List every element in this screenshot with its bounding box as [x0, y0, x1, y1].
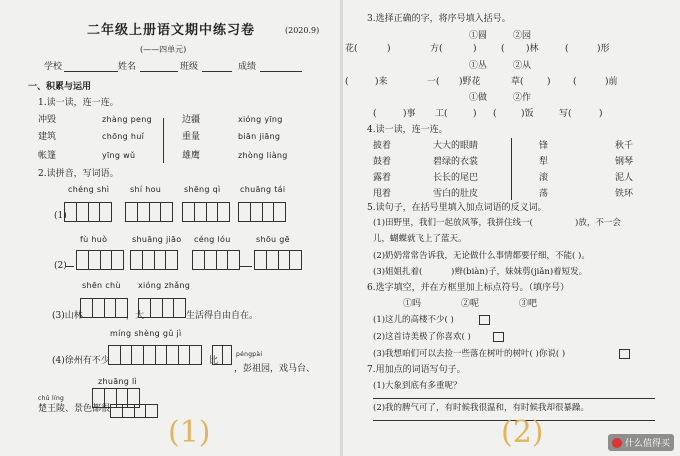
sentence-text[interactable]: (2)奶奶常常告诉我，无论做什么事情都要仔细，不能( )。 [373, 251, 590, 261]
item-number: (1) [54, 211, 67, 221]
match-word: 边疆 [182, 115, 201, 125]
sentence-text: 生活得自由自在。 [186, 311, 259, 321]
match-word: 铁环 [615, 189, 634, 199]
sentence-text: (2)我的脾气可了，有时候我很温和，有时候我却很暴躁。 [373, 403, 590, 413]
item: 草( [511, 77, 524, 87]
item: ( [501, 44, 505, 54]
match-pinyin: biān jiāng [238, 132, 281, 141]
match-pinyin: zhòng liàng [238, 151, 288, 160]
page-number: (1) [168, 415, 211, 450]
match-word: 建筑 [38, 132, 57, 142]
item: ( [345, 77, 349, 87]
item[interactable]: ) [473, 109, 477, 119]
sentence-text: (3)山林 [52, 311, 83, 321]
writing-box[interactable] [182, 202, 230, 222]
pinyin-prompt: shuāng jiāo [132, 235, 182, 244]
writing-box[interactable] [80, 298, 128, 318]
match-word: 犁 [539, 157, 549, 167]
match-word: 披着 [373, 141, 392, 151]
sentence-text[interactable]: (2)这首诗美极了你喜欢( ) [373, 332, 471, 342]
option: ①吗 [403, 299, 422, 309]
writing-box[interactable] [125, 202, 173, 222]
match-pinyin: chōng huǐ [102, 132, 145, 141]
divider [163, 118, 164, 163]
item[interactable]: )饭 [521, 109, 534, 119]
match-word: 碧绿的衣裳 [433, 157, 479, 167]
match-word: 甩着 [373, 189, 392, 199]
item: 一( [427, 77, 440, 87]
option: ②从 [513, 61, 532, 71]
pinyin-prompt: shí hou [130, 185, 162, 194]
dash [66, 266, 74, 267]
item[interactable]: ) [387, 44, 391, 54]
item: ( [493, 109, 497, 119]
match-word: 大大的眼睛 [433, 141, 479, 151]
match-word: 重量 [182, 132, 201, 142]
sentence-text: (1)田野里，我们一起放风筝，我拼住线一( [373, 218, 533, 228]
question-3: 3.选择正确的字，将序号填入括号。 [367, 14, 511, 24]
score-label: 成绩 [238, 62, 257, 72]
sentence-text: (3)姐姐扎着( [373, 267, 423, 277]
watermark-text: 什么值得买 [624, 439, 670, 449]
option: ②作 [513, 93, 532, 103]
item: 工( [435, 109, 448, 119]
dash [240, 266, 252, 267]
sentence-text: 儿，蝴蝶就飞上了蓝天。 [373, 234, 467, 244]
match-word: 露着 [373, 173, 392, 183]
question-2: 2.读拼音，写词语。 [38, 169, 119, 179]
name-blank [140, 71, 178, 72]
sentence-text: ，大 [126, 311, 145, 321]
pinyin-prompt: péngpài [236, 351, 263, 358]
match-pinyin: xióng yīng [238, 115, 283, 124]
pinyin-prompt: shōu gē [256, 235, 290, 244]
option: ①做 [469, 93, 488, 103]
writing-box[interactable] [192, 250, 240, 270]
match-word: 锋 [539, 141, 549, 151]
match-pinyin: zhàng peng [102, 115, 153, 124]
pinyin-prompt: fù huò [80, 235, 108, 244]
section-heading: 一、积累与运用 [28, 82, 92, 92]
pinyin-prompt: chǔ líng [38, 395, 65, 402]
exam-date: (2020.9) [285, 26, 320, 35]
writing-box[interactable] [138, 298, 186, 318]
class-label: 班级 [180, 62, 199, 72]
option: ①丛 [469, 61, 488, 71]
match-word: 泥人 [615, 173, 634, 183]
watermark [608, 434, 674, 451]
divider [511, 138, 512, 200]
match-word: 帐篷 [38, 151, 57, 161]
item[interactable]: )形 [597, 44, 610, 54]
pinyin-prompt: shēn chù [82, 281, 121, 290]
item: 写( [559, 109, 572, 119]
item: 方( [430, 44, 443, 54]
item-number: (2) [54, 261, 67, 271]
match-word: 长长的尾巴 [433, 173, 479, 183]
question-1: 1.读一读，连一连。 [38, 98, 119, 108]
item[interactable]: )前 [605, 77, 618, 87]
sentence-text: ，比 [200, 356, 219, 366]
page-number: (2) [501, 415, 544, 450]
item: ( [565, 44, 569, 54]
pinyin-prompt: céng lóu [194, 235, 231, 244]
writing-box[interactable] [108, 345, 202, 365]
question-5: 5.读句子，在括号里填入加点词语的反义词。 [367, 203, 547, 213]
sentence-text[interactable]: (1)这儿的高楼不少( ) [373, 315, 454, 325]
item: 花( [345, 44, 358, 54]
logo-icon [612, 438, 622, 448]
sentence-text: ，彭祖园，戏马台、 [234, 364, 316, 374]
school-label: 学校 [44, 62, 63, 72]
item[interactable]: ) [547, 77, 551, 87]
pinyin-prompt: xióng zhǎng [138, 281, 191, 290]
sentence-text: (1)大象到底有多重呢？ [373, 381, 462, 391]
question-7: 7.用加点的词语写句子。 [367, 365, 466, 375]
writing-box[interactable] [238, 202, 286, 222]
writing-box[interactable] [130, 250, 178, 270]
option: ②园 [513, 31, 532, 41]
sentence-text: (4)徐州有不少 [52, 356, 110, 366]
item: ( [573, 77, 577, 87]
sentence-text: 楚王陵、景色都很 [38, 404, 111, 414]
pinyin-prompt: zhuāng lì [98, 377, 138, 386]
question-4: 4.读一读，连一连。 [367, 125, 448, 135]
question-6: 6.选字填空，并在方框里加上标点符号。（填序号） [367, 283, 570, 293]
match-word: 雄鹰 [182, 151, 201, 161]
match-word: 鼓着 [373, 157, 392, 167]
pinyin-prompt: chéng shì [68, 185, 110, 194]
writing-box[interactable] [64, 202, 112, 222]
item[interactable]: ) [473, 44, 477, 54]
item[interactable]: )事 [403, 109, 416, 119]
item[interactable]: )来 [375, 77, 388, 87]
punctuation-box[interactable] [479, 315, 490, 325]
school-blank [64, 71, 118, 72]
match-word: 钢琴 [615, 157, 634, 167]
writing-box[interactable] [110, 404, 158, 418]
option: ①圆 [469, 31, 488, 41]
punctuation-box[interactable] [493, 332, 504, 342]
option: ③吧 [519, 299, 538, 309]
sentence-text[interactable]: )辫(biàn)子，妹妹剪(jiǎn)着短发。 [451, 267, 588, 277]
name-label: 姓名 [118, 62, 137, 72]
match-word: 荡 [539, 189, 549, 199]
pinyin-prompt: chuāng tái [240, 185, 286, 194]
class-blank [202, 71, 232, 72]
pinyin-prompt: shēng qì [184, 185, 221, 194]
item: ( [373, 109, 377, 119]
match-word: 秋千 [615, 141, 634, 151]
match-pinyin: yīng wǔ [102, 151, 136, 160]
answer-line[interactable] [373, 398, 655, 399]
match-word: 冲毁 [38, 115, 57, 125]
exam-page-2 [343, 0, 680, 456]
item[interactable]: ) [599, 109, 603, 119]
sentence-text[interactable]: (3)我想咱们可以去捡一些落在树叶的树叶( )你说( ) [373, 349, 566, 359]
punctuation-box[interactable] [619, 349, 630, 359]
option: ②呢 [461, 299, 480, 309]
writing-box[interactable] [212, 345, 232, 365]
writing-box[interactable] [254, 250, 302, 270]
unit-range: (——四单元) [140, 45, 187, 54]
page-title: 二年级上册语文期中练习卷 [87, 23, 256, 38]
item[interactable]: )野花 [459, 77, 481, 87]
pinyin-prompt: míng shèng gǔ jì [110, 329, 182, 338]
score-blank [260, 71, 302, 72]
writing-box[interactable] [76, 250, 124, 270]
sentence-text[interactable]: )放，不一会 [575, 218, 621, 228]
match-word: 雪白的肚皮 [433, 189, 479, 199]
match-word: 滚 [539, 173, 549, 183]
item[interactable]: )林 [526, 44, 539, 54]
